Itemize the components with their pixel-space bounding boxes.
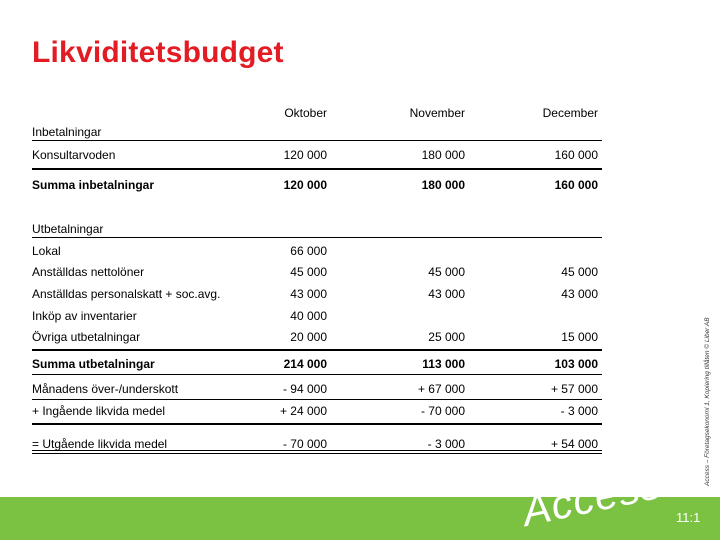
row-label: Konsultarvoden [32,148,116,162]
sum-value: 103 000 [554,357,598,371]
cell-value: 40 000 [290,309,327,323]
cell-value: 25 000 [428,330,465,344]
divider [32,140,602,141]
divider [32,450,602,451]
row-label: Anställdas personalskatt + soc.avg. [32,287,221,301]
cell-value: - 70 000 [282,437,327,451]
page-number: 11:1 [676,510,701,525]
cell-value: 160 000 [554,148,598,162]
row-label: + Ingående likvida medel [32,404,166,418]
copyright-note: Access – Företagsekonomi 1, Kopiering tillåten © Liber AB [704,317,711,486]
divider [32,237,602,238]
cell-value: + 67 000 [417,382,465,396]
cell-value: 43 000 [290,287,327,301]
divider [32,374,602,375]
sum-value: 160 000 [554,178,598,192]
cell-value: + 57 000 [550,382,598,396]
sum-value: 214 000 [283,357,327,371]
cell-value: - 70 000 [420,404,465,418]
cell-value: 45 000 [290,265,327,279]
row-label: Anställdas nettolöner [32,265,145,279]
cell-value: 120 000 [283,148,327,162]
section-heading-inbetalningar: Inbetalningar [32,125,102,139]
divider [32,453,602,454]
cell-value: - 3 000 [560,404,598,418]
brand-logo: Access [518,459,667,536]
cell-value: - 94 000 [282,382,327,396]
cell-value: 15 000 [561,330,598,344]
cell-value: + 54 000 [550,437,598,451]
divider [32,399,602,400]
cell-value: + 24 000 [279,404,327,418]
row-label: Lokal [32,244,61,258]
divider [32,349,602,351]
page-title: Likviditetsbudget [32,36,284,69]
sum-value: 120 000 [283,178,327,192]
cell-value: 66 000 [290,244,327,258]
sum-value: 113 000 [422,357,465,371]
sum-inbetalningar-label: Summa inbetalningar [32,178,155,192]
cell-value: - 3 000 [427,437,465,451]
cell-value: 45 000 [428,265,465,279]
column-header-november: November [409,106,465,120]
row-label: Månadens över-/underskott [32,382,179,396]
cell-value: 20 000 [290,330,327,344]
row-label: Inköp av inventarier [32,309,137,323]
column-header-oktober: Oktober [284,106,327,120]
cell-value: 43 000 [561,287,598,301]
row-label: Övriga utbetalningar [32,330,141,344]
sum-utbetalningar-label: Summa utbetalningar [32,357,155,371]
cell-value: 180 000 [421,148,465,162]
row-label: = Utgående likvida medel [32,437,168,451]
divider [32,168,602,170]
column-header-december: December [542,106,598,120]
sum-value: 180 000 [421,178,465,192]
divider [32,423,602,425]
cell-value: 45 000 [561,265,598,279]
cell-value: 43 000 [428,287,465,301]
section-heading-utbetalningar: Utbetalningar [32,222,104,236]
